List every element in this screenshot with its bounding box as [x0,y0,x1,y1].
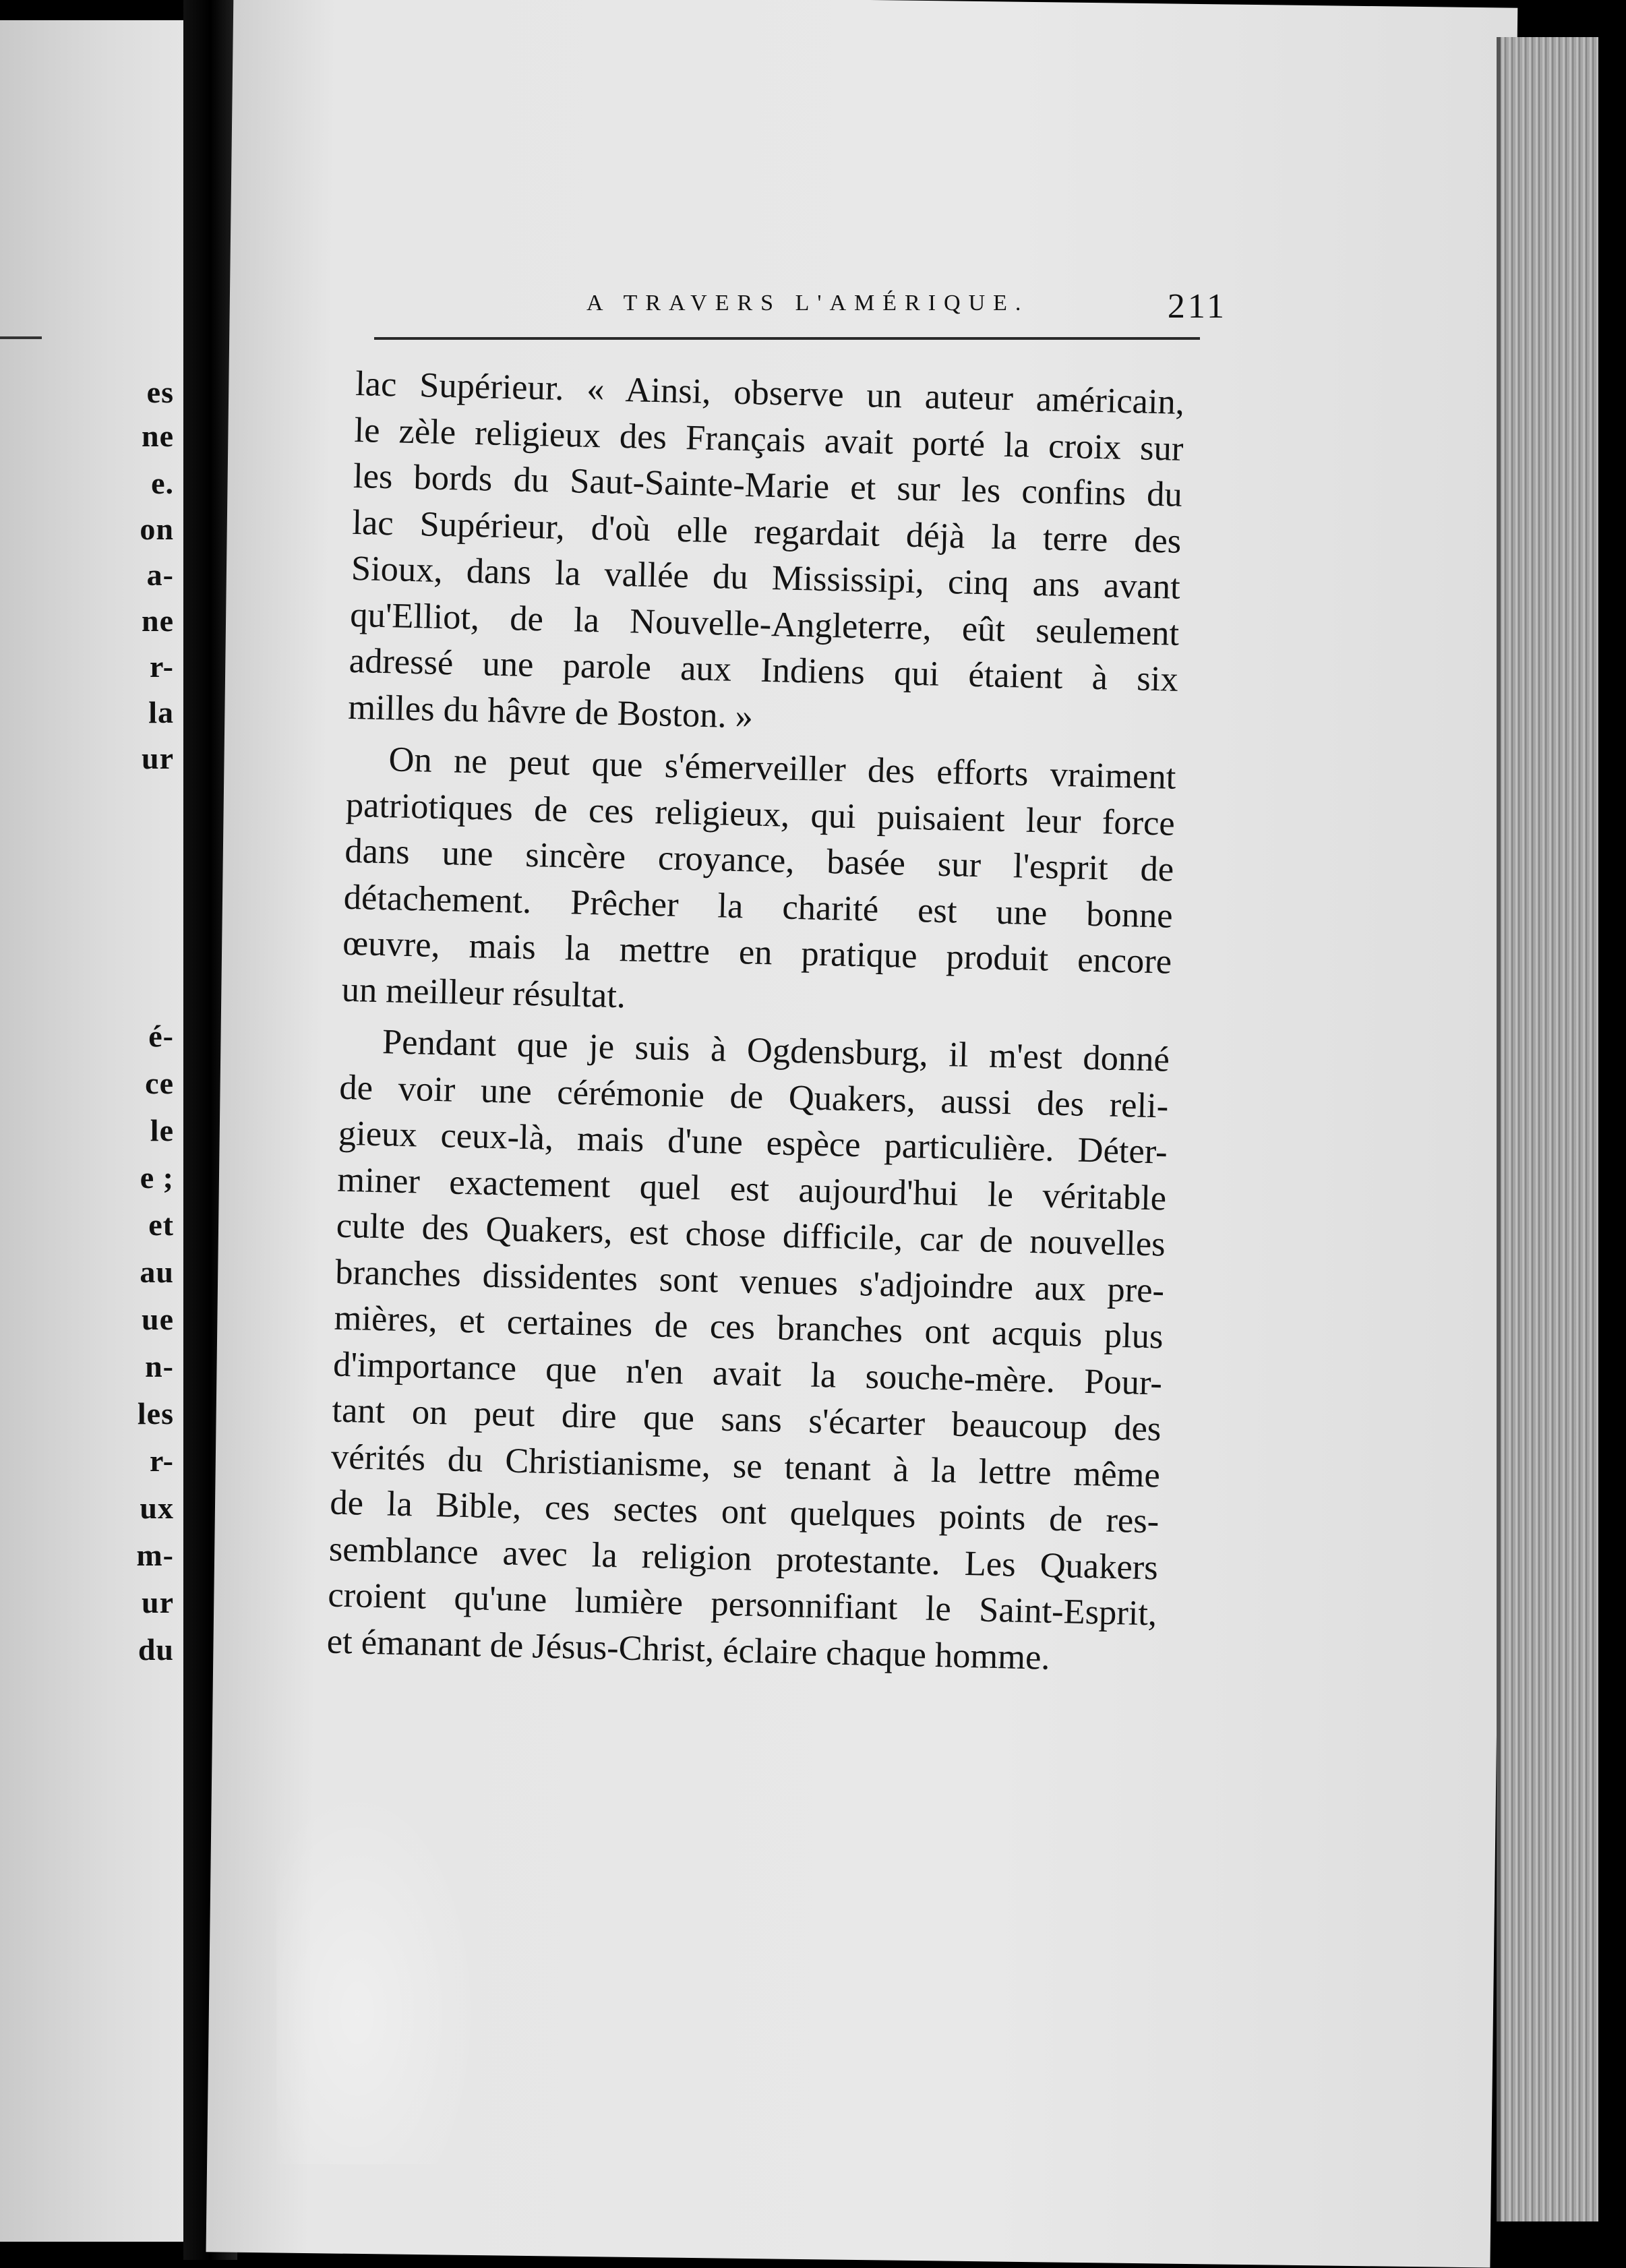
left-fragment: la [148,695,174,729]
text-line: dans une sincère croyance, basée sur l'esprit de [344,831,1174,889]
body-text [326,361,1185,1683]
text-line: qu'Elliot, de la Nouvelle-Angleterre, eût seulement [349,595,1180,653]
text-line: culte des Quakers, est chose difficile, car de nouvelles [336,1205,1166,1264]
left-fragment: e ; [140,1160,174,1195]
left-fragment: m- [136,1538,174,1572]
page-stain [276,1787,479,2164]
text-line: lac Supérieur, d'où elle regardait déjà la terre des [351,502,1182,561]
left-fragment: on [140,512,174,546]
text-line: lac Supérieur. « Ainsi, observe un auteur américain, [355,363,1185,422]
left-fragment: et [148,1207,174,1242]
left-fragment: ce [145,1066,174,1100]
left-fragment: ur [142,1585,174,1619]
text-line: un meilleur résultat. [341,969,626,1015]
text-line: semblance avec la religion protestante. Les Quakers [328,1529,1159,1587]
left-fragment: r- [149,649,174,684]
text-line: de voir une cérémonie de Quakers, aussi des reli- [338,1067,1169,1126]
left-fragment: n- [145,1349,174,1383]
text-line: tant on peut dire que sans s'écarter beaucoup des [332,1390,1162,1449]
left-fragment: les [137,1396,174,1431]
text-line: gieux ceux-là, mais d'une espèce particulière. Déter- [338,1113,1168,1172]
text-line: d'importance que n'en avait la souche-mère. Pour- [332,1344,1163,1403]
text-line: croient qu'une lumière personnifiant le Saint-Esprit, [327,1575,1157,1634]
text-line: Sioux, dans la vallée du Mississipi, cinq ans avant [351,548,1181,607]
left-fragment: au [140,1255,174,1289]
text-line: œuvre, mais la mettre en pratique produit encore [342,923,1172,982]
left-fragment: a- [146,558,174,592]
left-page-text-fragments [0,20,183,2242]
left-fragment: ne [142,603,174,638]
text-line: les bords du Saut-Sainte-Marie et sur les confins du [353,456,1183,514]
left-fragment: le [150,1113,174,1147]
text-line: Pendant que je suis à Ogdensburg, il m'est donné [382,1022,1170,1079]
page-edge-stack [1497,37,1598,2221]
text-line: de la Bible, ces sectes ont quelques points de res- [329,1483,1160,1541]
left-fragment: ux [140,1491,174,1525]
left-page-edge [0,20,183,2242]
left-fragment: ne [142,419,174,453]
text-line: patriotiques de ces religieux, qui puisaient leur force [345,785,1176,843]
left-fragment: e. [151,466,174,500]
left-fragment: ur [142,741,174,775]
text-line: vérités du Christianisme, se tenant à la lettre même [330,1437,1161,1495]
running-header [586,287,1227,334]
text-line: miner exactement quel est aujourd'hui le véritable [336,1160,1167,1218]
header-rule [374,337,1200,340]
text-line: On ne peut que s'émerveiller des efforts vraiment [388,740,1176,797]
text-line: branches dissidentes sont venues s'adjoindre aux pre- [334,1252,1165,1311]
text-line: mières, et certaines de ces branches ont acquis plus [334,1298,1164,1356]
text-line: détachement. Prêcher la charité est une bonne [343,877,1174,936]
text-line: milles du hâvre de Boston. » [347,687,754,736]
text-line: le zèle religieux des Français avait porté la croix sur [354,410,1184,469]
left-fragment: r- [149,1443,174,1478]
left-fragment: du [138,1632,174,1667]
text-line: et émanant de Jésus-Christ, éclaire chaque homme. [326,1621,1051,1677]
left-fragment: es [146,375,174,409]
page-number: 211 [1167,287,1227,326]
running-title: A TRAVERS L'AMÉRIQUE. [586,291,1029,316]
left-fragment: é- [148,1019,174,1053]
left-fragment: ue [142,1302,174,1336]
text-line: adressé une parole aux Indiens qui étaient à six [349,640,1179,699]
